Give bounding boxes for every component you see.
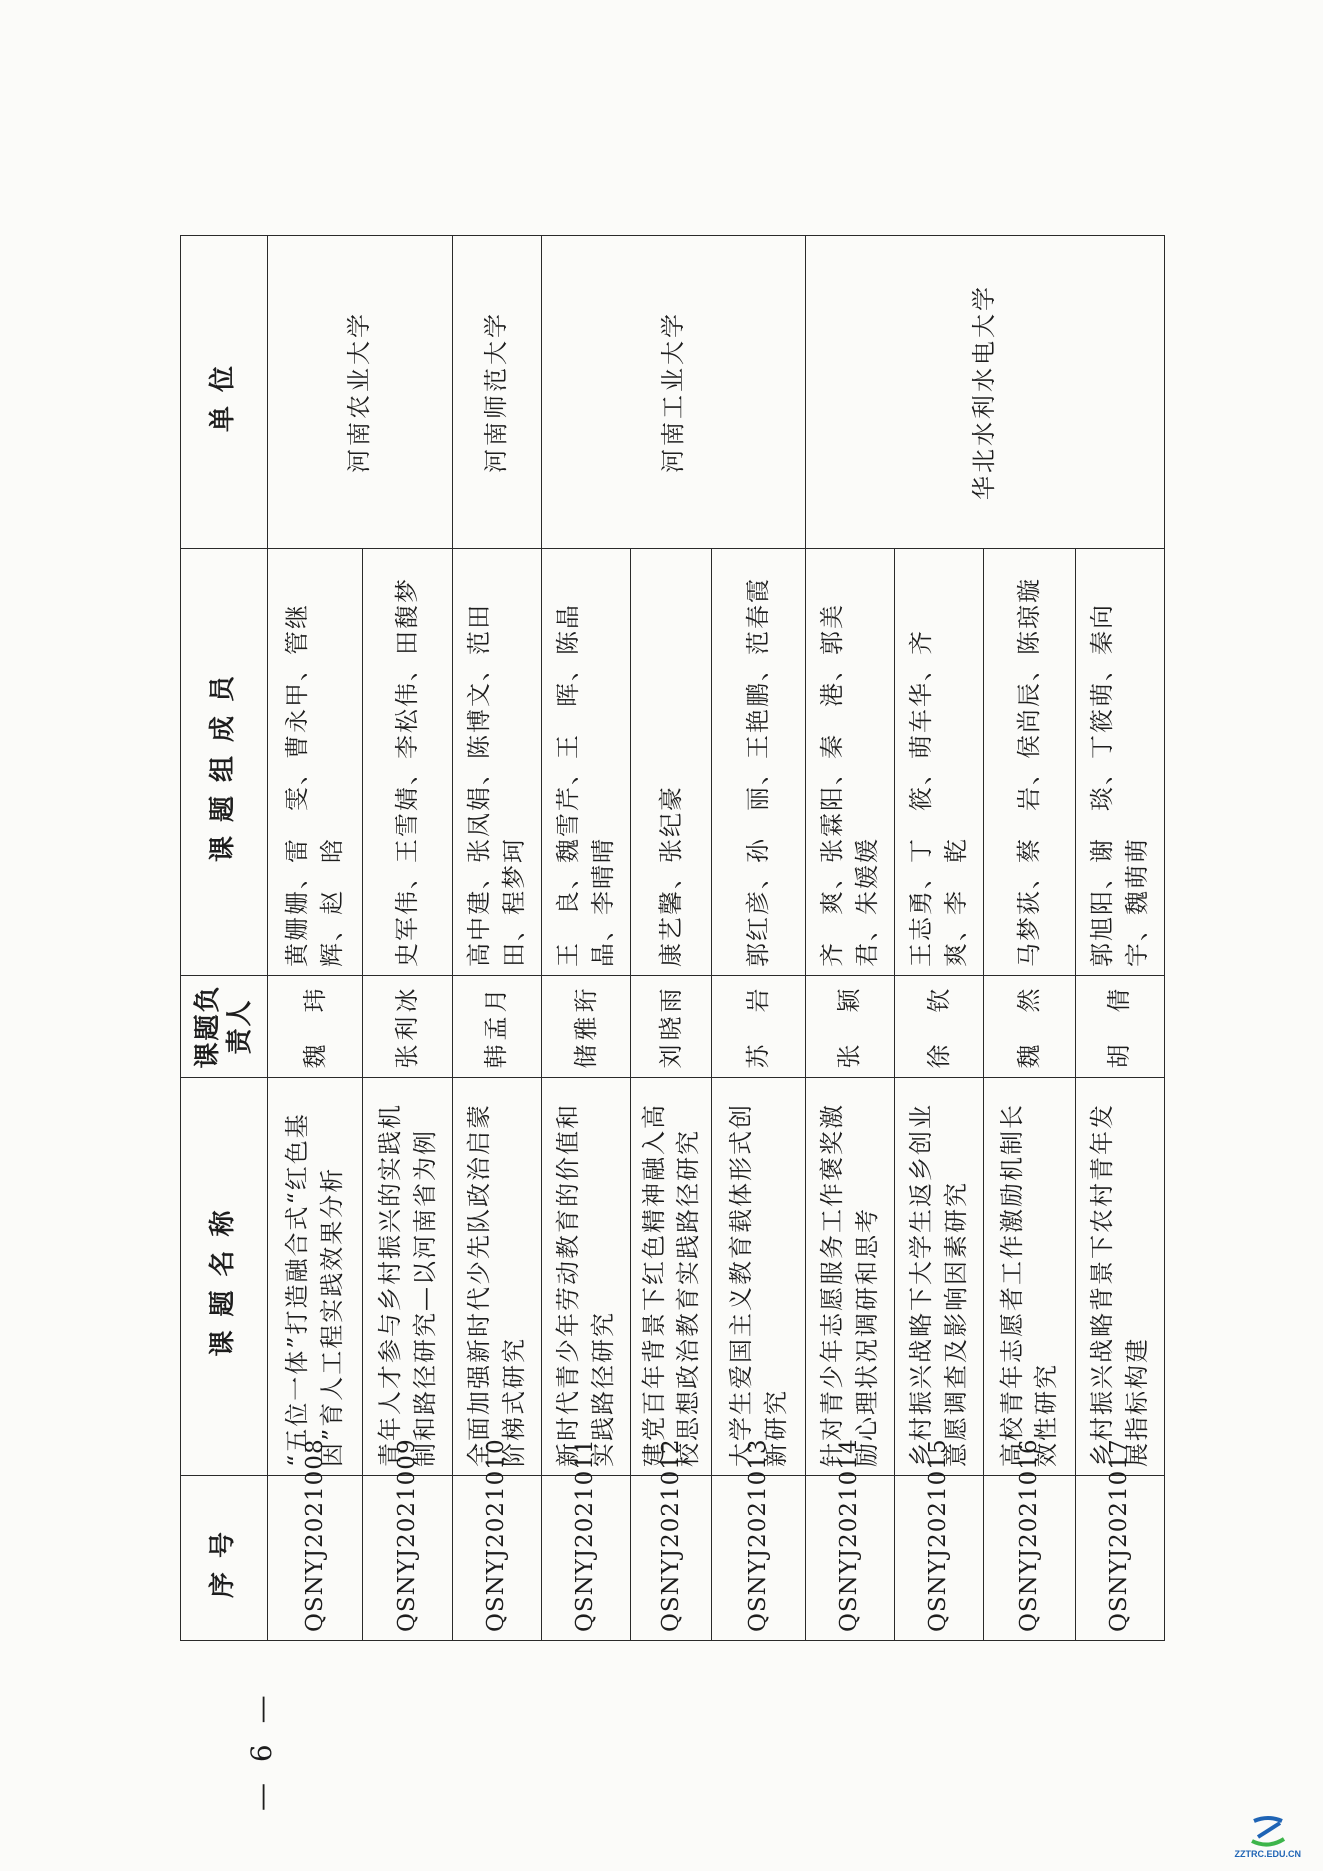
row-members: 郭旭阳、谢 琰、丁筱萌、秦向宇、魏萌萌 [1075, 549, 1164, 976]
project-table [180, 235, 1165, 1641]
row-members: 康艺馨、张纪豪 [631, 549, 712, 976]
header-members: 课题组成员 [181, 549, 268, 976]
row-title: 大学生爱国主义教育载体形式创新研究 [712, 1078, 805, 1476]
table-row [805, 236, 894, 1641]
row-title: 青年人才参与乡村振兴的实践机制和路径研究—以河南省为例 [363, 1078, 452, 1476]
row-members: 郭红彦、孙 丽、王艳鹏、范春霞 [712, 549, 805, 976]
row-lead: 苏 岩 [712, 976, 805, 1078]
row-lead: 魏 然 [984, 976, 1075, 1078]
header-id: 序号 [181, 1476, 268, 1641]
row-title: “五位一体”打造融合式“红色基因”育人工程实践效果分析 [268, 1078, 363, 1476]
row-title: 乡村振兴战略背景下农村青年发展指标构建 [1075, 1078, 1164, 1476]
row-lead: 储雅珩 [541, 976, 630, 1078]
row-id: QSNYJ2021009 [363, 1476, 452, 1641]
row-id: QSNYJ2021013 [712, 1476, 805, 1641]
row-lead: 徐 钦 [895, 976, 984, 1078]
row-title: 新时代青少年劳动教育的价值和实践路径研究 [541, 1078, 630, 1476]
row-members: 史军伟、王雪婧、李松伟、田馥梦 [363, 549, 452, 976]
row-members: 齐 爽、张霖阳、秦 港、郭美君、朱媛媛 [805, 549, 894, 976]
row-id: QSNYJ2021010 [452, 1476, 541, 1641]
row-lead: 张 颖 [805, 976, 894, 1078]
watermark-text: ZZTRC.EDU.CN [1234, 1849, 1301, 1859]
table-row [452, 236, 541, 1641]
row-lead: 张利冰 [363, 976, 452, 1078]
page-number: — 6 — [245, 1689, 278, 1811]
row-lead: 魏 玮 [268, 976, 363, 1078]
unit-cell: 河南农业大学 [268, 236, 453, 549]
row-lead: 刘晓雨 [631, 976, 712, 1078]
logo-icon [1246, 1815, 1290, 1849]
header-title: 课题名称 [181, 1078, 268, 1476]
row-members: 王 良、魏雪芹、王 晖、陈晶晶、李晴晴 [541, 549, 630, 976]
row-title: 建党百年背景下红色精神融入高校思想政治教育实践路径研究 [631, 1078, 712, 1476]
row-lead: 韩孟月 [452, 976, 541, 1078]
row-title: 全面加强新时代少先队政治启蒙阶梯式研究 [452, 1078, 541, 1476]
header-unit: 单位 [181, 236, 268, 549]
row-id: QSNYJ2021011 [541, 1476, 630, 1641]
row-id: QSNYJ2021015 [895, 1476, 984, 1641]
table-row [268, 236, 363, 1641]
table-row [541, 236, 630, 1641]
row-id: QSNYJ2021017 [1075, 1476, 1164, 1641]
row-members: 黄姗姗、雷 雯、曹永甲、管继辉、赵 晗 [268, 549, 363, 976]
row-members: 高中建、张凤娟、陈博文、范田田、程梦珂 [452, 549, 541, 976]
unit-cell: 河南师范大学 [452, 236, 541, 549]
header-lead: 课题负责人 [181, 976, 268, 1078]
row-lead: 胡 倩 [1075, 976, 1164, 1078]
unit-cell: 河南工业大学 [541, 236, 805, 549]
row-id: QSNYJ2021008 [268, 1476, 363, 1641]
row-id: QSNYJ2021012 [631, 1476, 712, 1641]
row-members: 马梦荻、蔡 岩、侯尚辰、陈琼璇 [984, 549, 1075, 976]
site-watermark [1235, 1815, 1302, 1859]
row-title: 针对青少年志愿服务工作褒奖激励心理状况调研和思考 [805, 1078, 894, 1476]
unit-cell: 华北水利水电大学 [805, 236, 1164, 549]
row-title: 乡村振兴战略下大学生返乡创业意愿调查及影响因素研究 [895, 1078, 984, 1476]
row-members: 王志勇、丁 筱、萌车华、齐 爽、李 乾 [895, 549, 984, 976]
header-row [181, 236, 268, 1641]
row-id: QSNYJ2021014 [805, 1476, 894, 1641]
row-id: QSNYJ2021016 [984, 1476, 1075, 1641]
row-title: 高校青年志愿者工作激励机制长效性研究 [984, 1078, 1075, 1476]
